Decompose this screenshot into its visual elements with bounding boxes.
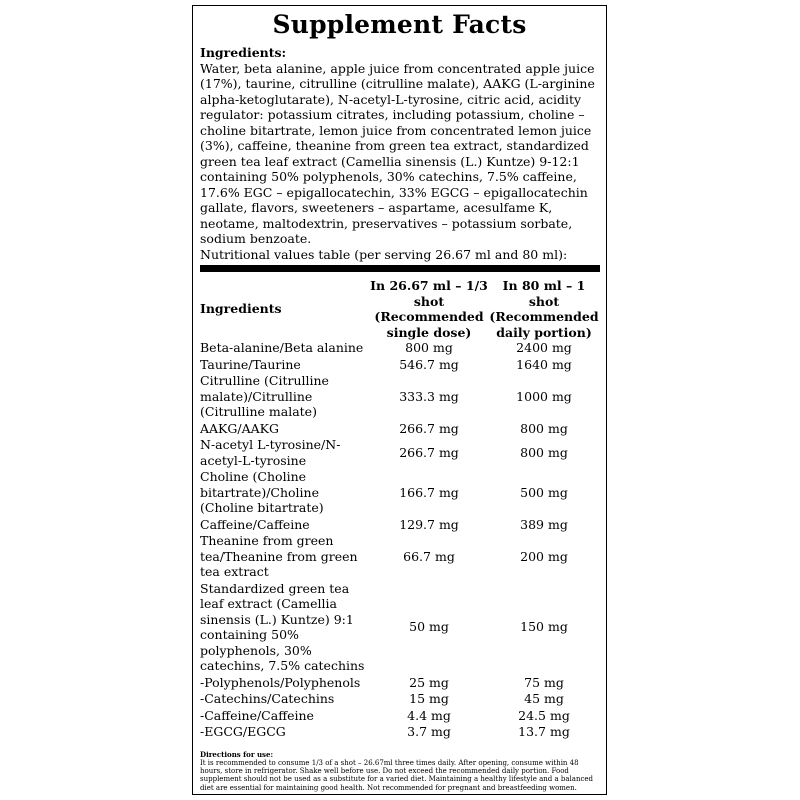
row-daily-portion: 1000 mg [516,388,572,404]
row-ingredient: Standardized green tea leaf extract (Camellia sinensis (L.) Kuntze) 9:1 containing 50% polyphenols, 30% catechins, 7.5% catechins [200,580,365,673]
table-row [200,691,600,708]
table-row [200,581,600,675]
row-ingredient: Beta-alanine/Beta alanine [200,340,364,355]
row-daily-portion: 1640 mg [516,356,572,372]
row-daily-portion: 2400 mg [516,340,572,355]
row-ingredient: -Polyphenols/Polyphenols [200,674,361,690]
table-row [200,421,600,438]
row-ingredient: Caffeine/Caffeine [200,516,310,532]
row-single-dose: 800 mg [405,340,453,355]
row-daily-portion: 45 mg [524,691,564,706]
row-daily-portion: 800 mg [520,444,568,460]
directions-block [200,751,600,792]
row-single-dose: 333.3 mg [399,388,459,404]
table-row [200,675,600,692]
row-daily-portion: 200 mg [520,548,568,564]
row-ingredient: Citrulline (Citrulline malate)/Citrulline (Citrulline malate) [200,373,329,419]
table-row [200,373,600,421]
row-daily-portion: 24.5 mg [518,707,570,723]
header-single-dose: In 26.67 ml – 1/3 shot (Recommended single dose) [370,278,488,340]
row-ingredient: Theanine from green tea/Theanine from green tea extract [200,533,358,579]
row-ingredient: -EGCG/EGCG [200,724,286,739]
directions-text: It is recommended to consume 1/3 of a shot – 26.67ml three times daily. After opening, consume within 48 hours, store in refrigerator. Shake well before use. Do not exceed the recommended daily portion. Food supplement should not be used as a substitute for a varied diet. Maintaining a healthy lifestyle and a balanced diet are essential for maintaining good health. Not recommended for pregnant and breastfeeding women. [200,758,593,792]
row-single-dose: 50 mg [409,619,449,635]
nutrition-table [200,278,600,741]
row-single-dose: 546.7 mg [399,356,459,372]
row-ingredient: AAKG/AAKG [200,420,279,436]
ingredients-text: Water, beta alanine, apple juice from concentrated apple juice (17%), taurine, citrulline (citrulline malate), AAKG (L-arginine alpha-ketoglutarate), N-acetyl-L-tyrosine, citric acid, acidity regulator: potassium citrates, including potassium, choline – choline bitartrate, lemon juice from concentrated lemon juice (3%), caffeine, theanine from green tea extract, standardized green tea leaf extract (Camellia sinensis (L.) Kuntze) 9-12:1 containing 50% polyphenols, 30% catechins, 7.5% caffeine, 17.6% EGC – epigallocatechin, 33% EGCG – epigallocatechin gallate, flavors, sweeteners – aspartame, acesulfame K, neotame, maltodextrin, preservatives – potassium sorbate, sodium benzoate. [200,60,595,246]
row-single-dose: 266.7 mg [399,420,459,436]
row-daily-portion: 13.7 mg [518,724,570,739]
table-row [200,437,600,469]
row-ingredient: Choline (Choline bitartrate)/Choline (Choline bitartrate) [200,469,324,515]
row-single-dose: 129.7 mg [399,516,459,532]
row-single-dose: 266.7 mg [399,444,459,460]
row-single-dose: 66.7 mg [403,548,455,564]
divider-bar [200,265,600,272]
row-single-dose: 25 mg [409,674,449,690]
table-header-row [200,278,600,340]
row-ingredient: Taurine/Taurine [200,356,301,372]
ingredients-heading: Ingredients: [200,45,287,60]
row-daily-portion: 150 mg [520,619,568,635]
row-daily-portion: 800 mg [520,420,568,436]
supplement-facts-panel [192,5,607,795]
row-ingredient: N-acetyl L-tyrosine/N-acetyl-L-tyrosine [200,437,341,468]
nutrition-intro: Nutritional values table (per serving 26.67 ml and 80 ml): [200,246,568,262]
table-row [200,469,600,517]
panel-body [193,45,606,741]
header-ingredients: Ingredients [200,301,282,317]
row-daily-portion: 75 mg [524,674,564,690]
table-row [200,708,600,725]
table-row [200,357,600,374]
table-row [200,533,600,581]
row-ingredient: -Catechins/Catechins [200,691,335,706]
row-single-dose: 166.7 mg [399,484,459,500]
row-single-dose: 3.7 mg [407,724,451,739]
table-row [200,724,600,741]
panel-title: Supplement Facts [272,10,527,39]
table-body [200,340,600,741]
row-single-dose: 4.4 mg [407,707,451,723]
row-daily-portion: 500 mg [520,484,568,500]
table-row [200,517,600,534]
row-single-dose: 15 mg [409,691,449,706]
row-ingredient: -Caffeine/Caffeine [200,707,314,723]
table-row [200,340,600,357]
directions-heading: Directions for use: [200,749,274,759]
header-daily-portion: In 80 ml – 1 shot (Recommended daily portion) [489,278,599,340]
row-daily-portion: 389 mg [520,516,568,532]
